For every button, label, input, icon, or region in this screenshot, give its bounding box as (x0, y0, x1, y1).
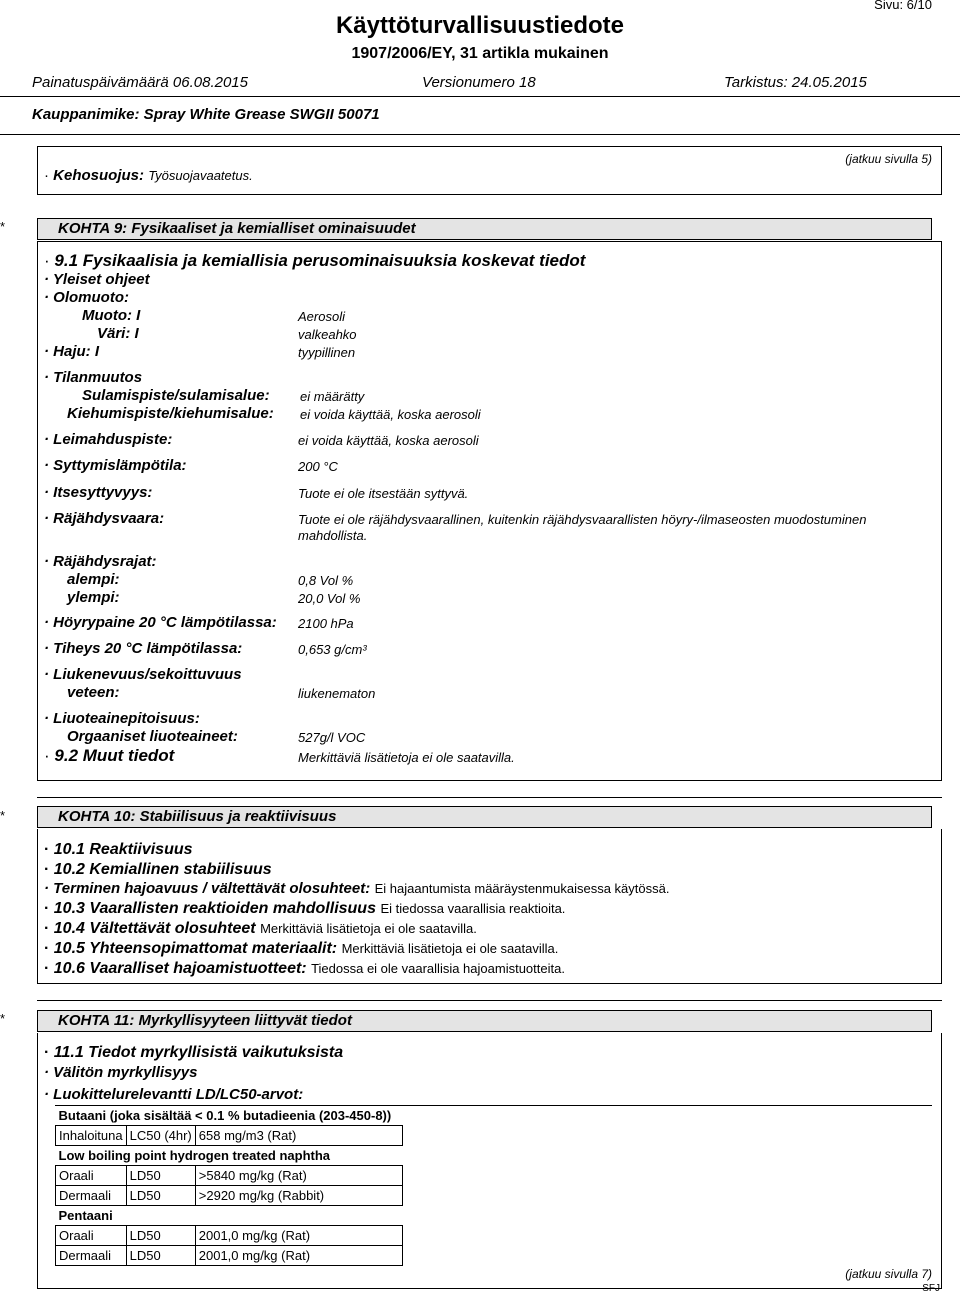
route: Inhaloituna (56, 1126, 127, 1146)
boiling-label: Kiehumispiste/kiehumisalue: (67, 405, 274, 422)
endpoint: LD50 (126, 1166, 195, 1186)
reactivity: · 10.1 Reaktiivisuus (44, 841, 193, 858)
form-value: Aerosoli (298, 309, 345, 324)
odour-label: · Haju: I (44, 343, 100, 360)
page-number: Sivu: 6/10 (874, 0, 932, 12)
subsection-9-2: · 9.2 Muut tiedot (44, 746, 175, 765)
value: >2920 mg/kg (Rabbit) (195, 1186, 402, 1206)
value: >5840 mg/kg (Rat) (195, 1166, 402, 1186)
chemical-stability: · 10.2 Kemiallinen stabiilisuus (44, 861, 272, 878)
appearance-label: · Olomuoto: (44, 289, 129, 306)
ignition-label: · Syttymislämpötila: (44, 457, 187, 474)
vapour-pressure-value: 2100 hPa (298, 616, 354, 631)
state-change-label: · Tilanmuutos (44, 369, 143, 386)
vapour-pressure-label: · Höyrypaine 20 °C lämpötilassa: (44, 614, 277, 631)
document-subtitle: 1907/2006/EY, 31 artikla mukainen (351, 45, 609, 62)
table-row (56, 1126, 403, 1146)
header-divider (0, 96, 960, 97)
document-title: Käyttöturvallisuustiedote (335, 12, 625, 39)
flash-point-value: ei voida käyttää, koska aerosoli (298, 433, 479, 448)
organic-solvents-label: Orgaaniset liuoteaineet: (67, 728, 238, 745)
solubility-value: liukenematon (298, 686, 376, 701)
hazardous-reactions: · 10.3 Vaarallisten reaktioiden mahdollisuus Ei tiedossa vaarallisia reaktioita. (44, 900, 566, 917)
route: Oraali (56, 1166, 127, 1186)
boiling-value: ei voida käyttää, koska aerosoli (300, 407, 481, 422)
density-label: · Tiheys 20 °C lämpötilassa: (44, 640, 243, 657)
decomposition-products: · 10.6 Vaaralliset hajoamistuotteet: Tiedossa ei ole vaarallisia hajoamistuotteita. (44, 960, 565, 977)
table-row (56, 1186, 403, 1206)
subsection-9-2-value: Merkittäviä lisätietoja ei ole saatavilla. (298, 750, 515, 765)
explosion-value-line2: mahdollista. (298, 528, 368, 543)
lower-limit-value: 0,8 Vol % (298, 573, 354, 588)
endpoint: LC50 (4hr) (126, 1126, 195, 1146)
endpoint: LD50 (126, 1226, 195, 1246)
section11-heading: KOHTA 11: Myrkyllisyyteen liittyvät tiedot (37, 1010, 932, 1032)
route: Dermaali (56, 1186, 127, 1206)
self-ignition-label: · Itsesyttyvyys: (44, 484, 153, 501)
solvent-content-label: · Liuoteainepitoisuus: (44, 710, 200, 727)
table-row (56, 1166, 403, 1186)
value: 2001,0 mg/kg (Rat) (195, 1246, 402, 1266)
revision-star: * (0, 219, 6, 234)
explosion-limits-label: · Räjähdysrajat: (44, 553, 157, 570)
self-ignition-value: Tuote ei ole itsestään syttyvä. (298, 486, 469, 501)
thermal-decomposition: · Terminen hajoavuus / vältettävät olosuhteet: Ei hajaantumista määräystenmukaisessa käytössä. (44, 880, 670, 897)
endpoint: LD50 (126, 1186, 195, 1206)
general-info: · Yleiset ohjeet (44, 271, 150, 288)
value: 658 mg/m3 (Rat) (195, 1126, 402, 1146)
toxicity-table (55, 1106, 403, 1266)
revision-star: * (0, 808, 6, 823)
subsection-9-1: · 9.1 Fysikaalisia ja kemiallisia perusominaisuuksia koskevat tiedot (44, 251, 586, 270)
explosion-value-line1: Tuote ei ole räjähdysvaarallinen, kuitenkin räjähdysvaarallisten höyry-/ilmaseosten muodostuminen (298, 512, 867, 527)
continued-from: (jatkuu sivulla 5) (845, 152, 932, 166)
value: 2001,0 mg/kg (Rat) (195, 1226, 402, 1246)
substance-name: Pentaani (56, 1206, 403, 1226)
upper-limit-label: ylempi: (67, 589, 120, 606)
product-divider (0, 134, 960, 135)
toxicological-info: · 11.1 Tiedot myrkyllisistä vaikutuksista (44, 1044, 344, 1061)
route: Dermaali (56, 1246, 127, 1266)
conditions-to-avoid: · 10.4 Vältettävät olosuhteet Merkittäviä lisätietoja ei ole saatavilla. (44, 920, 477, 937)
solubility-label-line1: · Liukenevuus/sekoittuvuus (44, 666, 242, 683)
revision-date: Tarkistus: 24.05.2015 (724, 74, 867, 91)
upper-limit-value: 20,0 Vol % (298, 591, 361, 606)
body-protection: · Kehosuojus: Työsuojavaatetus. (44, 167, 253, 184)
ignition-value: 200 °C (298, 459, 338, 474)
substance-name: Butaani (joka sisältää < 0.1 % butadieenia (203-450-8)) (56, 1106, 403, 1126)
section9-box (37, 241, 942, 781)
melting-value: ei määrätty (300, 389, 365, 404)
melting-label: Sulamispiste/sulamisalue: (82, 387, 270, 404)
product-name: Kauppanimike: Spray White Grease SWGII 50071 (32, 106, 380, 123)
incompatible-materials: · 10.5 Yhteensopimattomat materiaalit: Merkittäviä lisätietoja ei ole saatavilla. (44, 940, 559, 957)
table-row (56, 1226, 403, 1246)
density-value: 0,653 g/cm³ (298, 642, 367, 657)
document-code: SFJ (922, 1283, 940, 1294)
colour-value: valkeahko (298, 327, 357, 342)
route: Oraali (56, 1226, 127, 1246)
endpoint: LD50 (126, 1246, 195, 1266)
acute-toxicity: · Välitön myrkyllisyys (44, 1064, 198, 1081)
continued-to: (jatkuu sivulla 7) (845, 1267, 932, 1281)
odour-value: tyypillinen (298, 345, 356, 360)
version: Versionumero 18 (422, 74, 536, 91)
section10-heading: KOHTA 10: Stabiilisuus ja reaktiivisuus (37, 806, 932, 828)
substance-name: Low boiling point hydrogen treated naphtha (56, 1146, 403, 1166)
section9-heading: KOHTA 9: Fysikaaliset ja kemialliset ominaisuudet (37, 218, 932, 240)
table-row (56, 1246, 403, 1266)
ld-lc50-label: · Luokittelurelevantti LD/LC50-arvot: (44, 1086, 304, 1103)
lower-limit-label: alempi: (67, 571, 120, 588)
section10-divider (37, 797, 942, 798)
form-label: Muoto: I (82, 307, 141, 324)
revision-star: * (0, 1011, 6, 1026)
explosion-label: · Räjähdysvaara: (44, 510, 165, 527)
colour-label: Väri: I (97, 325, 139, 342)
flash-point-label: · Leimahduspiste: (44, 431, 173, 448)
organic-solvents-value: 527g/l VOC (298, 730, 366, 745)
solubility-label-line2: veteen: (67, 684, 120, 701)
print-date: Painatuspäivämäärä 06.08.2015 (32, 74, 248, 91)
section11-divider (37, 1000, 942, 1001)
